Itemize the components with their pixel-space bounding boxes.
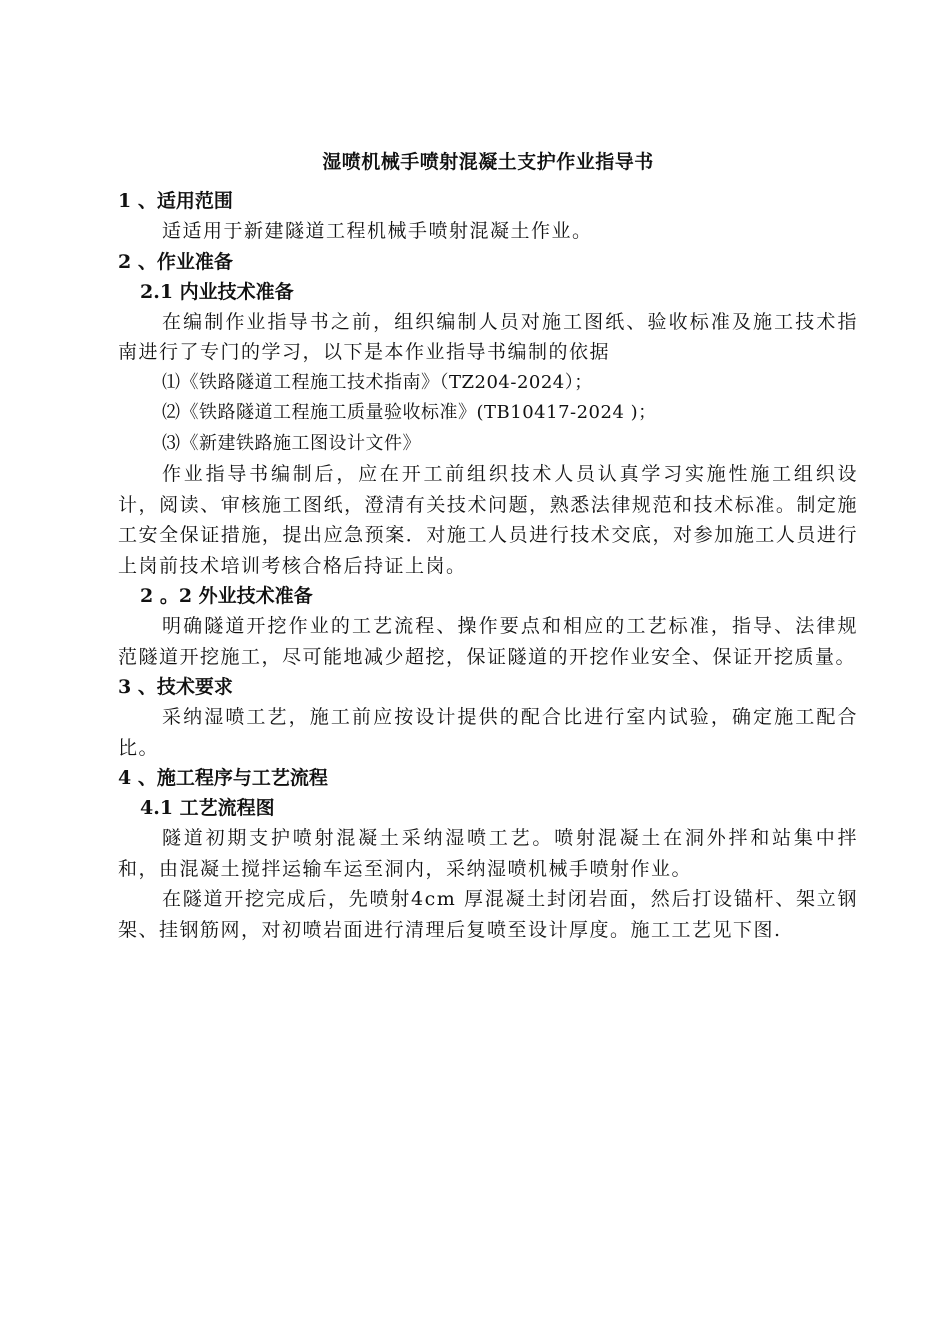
section-3-heading: 3 、技术要求	[118, 676, 233, 698]
document-title: 湿喷机械手喷射混凝土支护作业指导书	[322, 151, 654, 173]
document-page	[118, 146, 858, 945]
reference-item-3: ⑶《新建铁路施工图设计文件》	[162, 432, 421, 454]
section-1-heading: 1 、适用范围	[118, 190, 233, 212]
reference-item-2: ⑵《铁路隧道工程施工质量验收标准》(TB10417-2024 )；	[162, 402, 657, 423]
section-3-paragraph: 采纳湿喷工艺，施工前应按设计提供的配合比进行室内试验，确定施工配合比。	[118, 706, 858, 759]
reference-item-1: ⑴《铁路隧道工程施工技术指南》（TZ204-2024）；	[162, 371, 593, 393]
section-2-heading: 2 、作业准备	[118, 250, 233, 273]
section-2-1-paragraph-2: 作业指导书编制后，应在开工前组织技术人员认真学习实施性施工组织设计，阅读、审核施工图纸，澄清有关技术问题，熟悉法律规范和技术标准。制定施工安全保证措施，提出应急预案．对施工人员进行技术交底，对参加施工人员进行上岗前技术培训考核合格后持证上岗。	[118, 463, 858, 577]
section-4-heading: 4 、施工程序与工艺流程	[118, 767, 328, 789]
section-2-1-heading: 2.1 内业技术准备	[140, 280, 294, 303]
section-2-1-paragraph-1: 在编制作业指导书之前，组织编制人员对施工图纸、验收标准及施工技术指南进行了专门的学习，以下是本作业指导书编制的依据	[118, 310, 858, 363]
section-4-1-paragraph-1: 隧道初期支护喷射混凝土采纳湿喷工艺。喷射混凝土在洞外拌和站集中拌和，由混凝土搅拌运输车运至洞内，采纳湿喷机械手喷射作业。	[118, 827, 858, 880]
section-1-paragraph: 适适用于新建隧道工程机械手喷射混凝土作业。	[162, 220, 593, 242]
section-4-1-paragraph-2: 在隧道开挖完成后，先喷射4cm 厚混凝土封闭岩面，然后打设锚杆、架立钢架、挂钢筋网，对初喷岩面进行清理后复喷至设计厚度。施工工艺见下图.	[118, 888, 858, 941]
section-4-1-heading: 4.1 工艺流程图	[140, 797, 275, 819]
section-2-2-paragraph: 明确隧道开挖作业的工艺流程、操作要点和相应的工艺标准，指导、法律规范隧道开挖施工，尽可能地减少超挖，保证隧道的开挖作业安全、保证开挖质量。	[118, 615, 858, 668]
section-2-2-heading: 2 。2 外业技术准备	[140, 585, 313, 607]
